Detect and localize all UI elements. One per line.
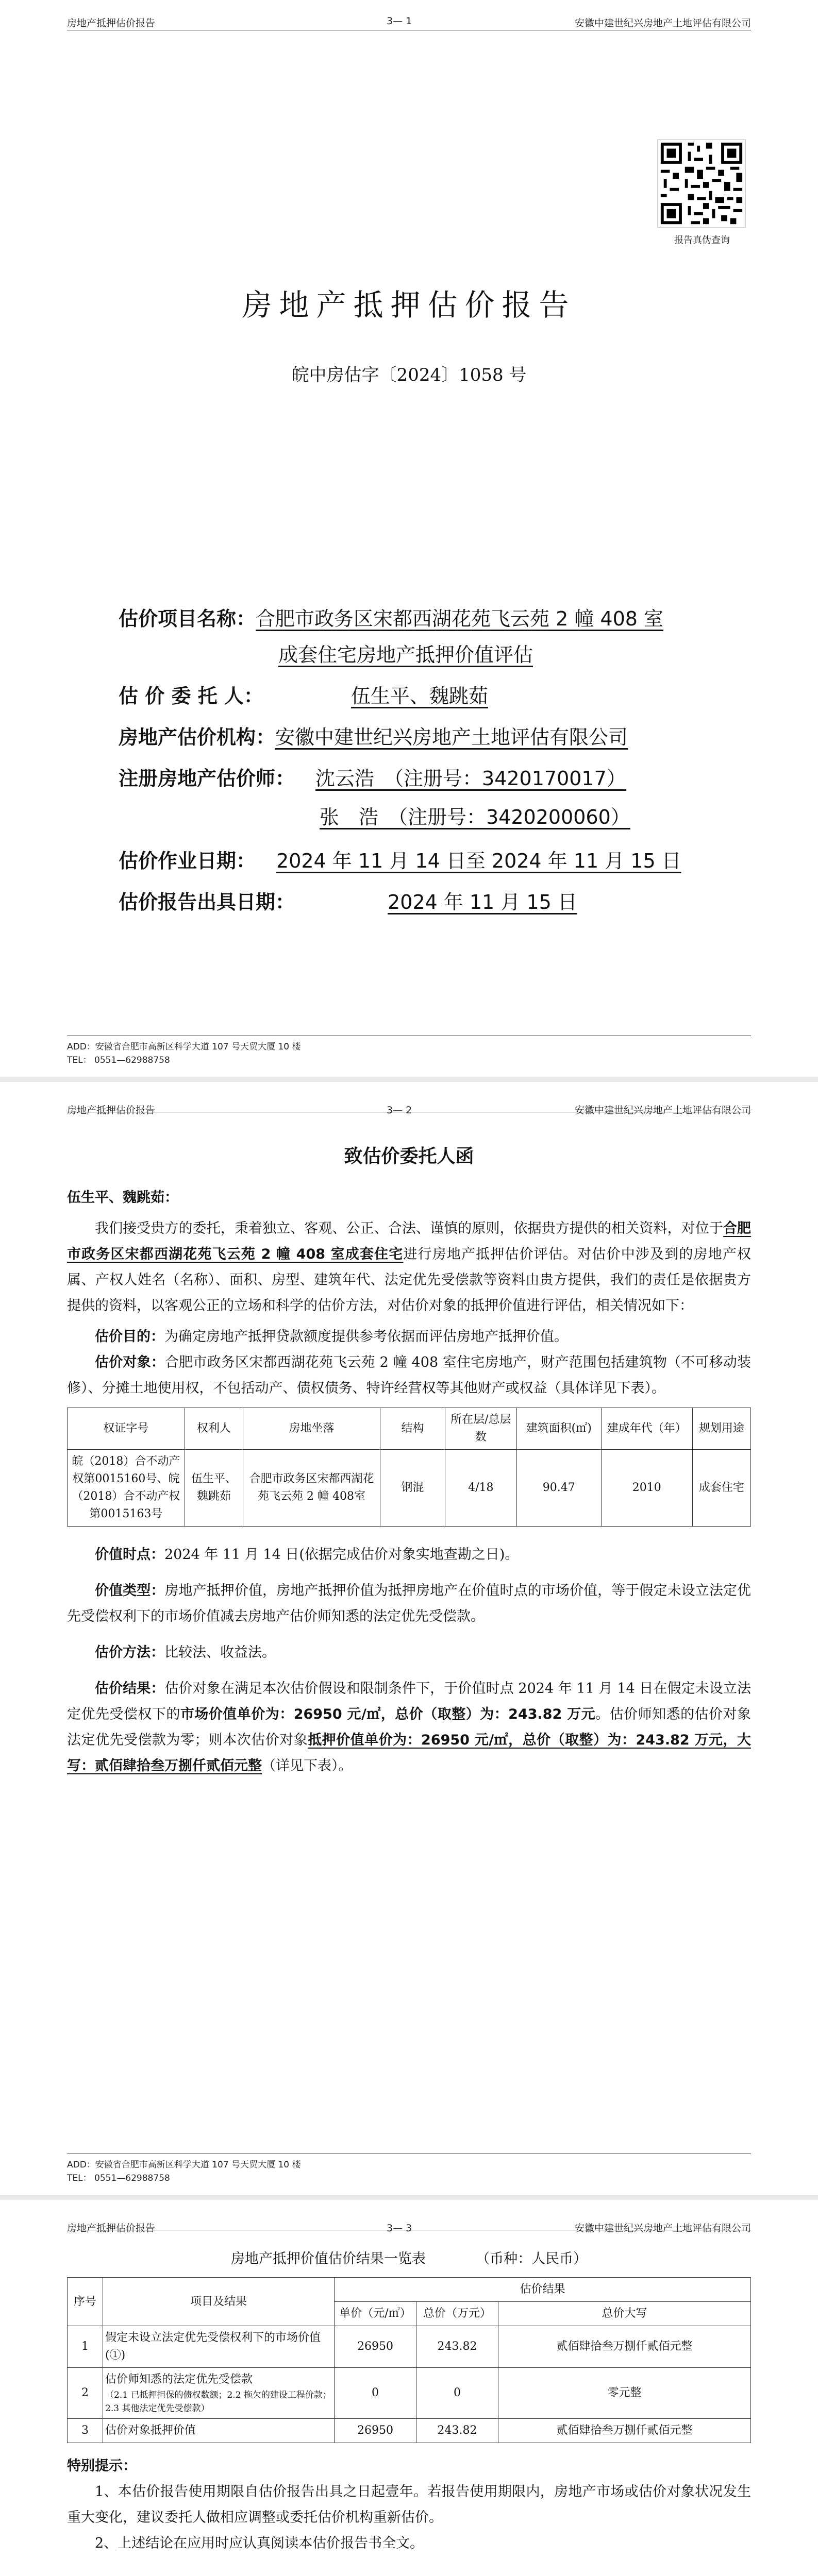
page-letter xyxy=(0,1082,818,2195)
project-label: 估价项目名称： xyxy=(119,607,256,630)
result-table-caption-row xyxy=(67,2246,751,2272)
footer-address: ADD：安徽省合肥市高新区科学大道 107 号天贸大厦 10 楼 xyxy=(67,2160,301,2170)
info-issue xyxy=(119,886,577,914)
table-row: 1 假定未设立法定优先受偿权利下的市场价值(①) 26950 243.82 贰佰肆拾叁万捌仟贰佰元整 xyxy=(68,2326,751,2368)
col-total: 总价（万元） xyxy=(416,2302,498,2326)
table-cell: 90.47 xyxy=(516,1450,601,1527)
result-paragraph: 估价结果：估价对象在满足本次估价假设和限制条件下，于价值时点 2024 年 11 月 14 日在假定未设立法定优先受偿权下的市场价值单价为：26950 元/㎡，总价（取整）为：243.82 万元。估价师知悉的估价对象法定优先受偿款为零；则本次估价对象抵押价值单价为：26950 元/㎡，总价（取整）为：243.82 万元，大写：贰佰肆拾叁万捌仟贰佰元整（详见下表）。 xyxy=(67,1681,751,1774)
col-item: 项目及结果 xyxy=(103,2278,335,2326)
note-2: 2、上述结论在应用时应认真阅读本估价报告书全文。 xyxy=(95,2535,424,2551)
table-cell: 钢混 xyxy=(380,1450,445,1527)
issue-value: 2024 年 11 月 15 日 xyxy=(388,891,577,913)
info-agency xyxy=(119,721,628,750)
result-table xyxy=(67,2277,751,2443)
table-row: 3 估价对象抵押价值 26950 243.82 贰佰肆拾叁万捌仟贰佰元整 xyxy=(68,2419,751,2443)
appraiser-label: 注册房地产估价师： xyxy=(119,767,295,790)
table-header: 建成年代（年） xyxy=(601,1408,692,1450)
object-paragraph: 估价对象：合肥市政务区宋都西湖花苑飞云苑 2 幢 408 室住宅房地产，财产范围包括建筑物（不可移动装修）、分摊土地使用权，不包括动产、债权债务、特许经营权等其他财产或权益（具体详见下表）。 xyxy=(67,1354,752,1396)
agency-value: 安徽中建世纪兴房地产土地评估有限公司 xyxy=(275,726,628,749)
table-cell: 2010 xyxy=(601,1450,692,1527)
project-value-2: 成套住宅房地产抵押价值评估 xyxy=(278,643,533,666)
table-header-row xyxy=(68,1408,751,1450)
info-period xyxy=(119,845,681,873)
info-project xyxy=(119,603,663,631)
table-row xyxy=(68,1450,751,1527)
table-cell: 合肥市政务区宋都西湖花苑飞云苑 2 幢 408室 xyxy=(243,1450,380,1527)
header-right: 安徽中建世纪兴房地产土地评估有限公司 xyxy=(574,1105,751,1116)
table-row: 2 估价师知悉的法定优先受偿款 （2.1 已抵押担保的债权数额；2.2 拖欠的建设工程价款；2.3 其他法定优先受偿款） 0 0 零元整 xyxy=(68,2368,751,2419)
footer-address: ADD：安徽省合肥市高新区科学大道 107 号天贸大厦 10 楼 xyxy=(67,1042,301,1052)
page-cover xyxy=(0,0,818,1077)
table-header: 规划用途 xyxy=(692,1408,750,1450)
table-header: 所在层/总层数 xyxy=(445,1408,516,1450)
info-appraiser-2 xyxy=(320,801,630,829)
issue-label: 估价报告出具日期： xyxy=(119,891,295,913)
appraiser-1: 沈云浩 （注册号：3420170017） xyxy=(315,767,626,790)
info-client xyxy=(119,680,488,708)
table-header: 结构 xyxy=(380,1408,445,1450)
header-left: 房地产抵押估价报告 xyxy=(67,18,156,29)
col-upper: 总价大写 xyxy=(498,2302,751,2326)
property-table xyxy=(67,1408,751,1527)
table-header: 权证字号 xyxy=(68,1408,185,1450)
header-left: 房地产抵押估价报告 xyxy=(67,2223,156,2234)
appraiser-2: 张 浩 （注册号：3420200060） xyxy=(320,806,630,828)
page-number: 3— 3 xyxy=(387,2223,412,2234)
table-cell: 皖（2018）合不动产权第0015160号、皖（2018）合不动产权第0015163号 xyxy=(68,1450,185,1527)
page-header xyxy=(67,15,751,30)
header-left: 房地产抵押估价报告 xyxy=(67,1105,156,1116)
note-1: 1、本估价报告使用期限自估价报告出具之日起壹年。若报告使用期限内，房地产市场或估价对象状况发生重大变化，建议委托人做相应调整或委托估价机构重新估价。 xyxy=(67,2484,751,2526)
letter-salutation: 伍生平、魏跳茹： xyxy=(67,1190,178,1206)
page-footer xyxy=(67,2154,751,2185)
value-type-paragraph: 价值类型：房地产抵押价值，房地产抵押价值为抵押房地产在价值时点的市场价值，等于假定未设立法定优先受偿权利下的市场价值减去房地产估价师知悉的法定优先受偿款。 xyxy=(67,1583,752,1624)
purpose-paragraph: 估价目的：为确定房地产抵押贷款额度提供参考依据而评估房地产抵押价值。 xyxy=(95,1329,568,1345)
client-value: 伍生平、魏跳茹 xyxy=(350,685,488,707)
client-label: 估 价 委 托 人： xyxy=(119,685,263,707)
page-results xyxy=(0,2200,818,2576)
table-cell: 成套住宅 xyxy=(692,1450,750,1527)
col-result: 估价结果 xyxy=(335,2278,751,2302)
col-unit: 单价（元/㎡） xyxy=(335,2302,416,2326)
letter-heading: 致估价委托人函 xyxy=(344,1146,474,1167)
report-number: 皖中房估字〔2024〕1058 号 xyxy=(291,365,527,385)
info-appraiser xyxy=(119,762,626,791)
table-cell: 4/18 xyxy=(445,1450,516,1527)
market-value: 市场价值单价为：26950 元/㎡，总价（取整）为：243.82 万元 xyxy=(180,1706,596,1722)
page-header xyxy=(67,2215,751,2234)
page-number: 3— 2 xyxy=(387,1105,412,1116)
project-value: 合肥市政务区宋都西湖花苑飞云苑 2 幢 408 室 xyxy=(256,607,664,630)
page-header xyxy=(67,1097,751,1116)
qr-caption: 报告真伪查询 xyxy=(674,235,730,246)
period-value: 2024 年 11 月 14 日至 2024 年 11 月 15 日 xyxy=(276,850,681,872)
method-paragraph: 估价方法：比较法、收益法。 xyxy=(95,1645,276,1660)
letter-paragraph-1: 我们接受贵方的委托，秉着独立、客观、公正、合法、谨慎的原则，依据贵方提供的相关资料，对位于合肥市政务区宋都西湖花苑飞云苑 2 幢 408 室成套住宅进行房地产抵押估价评估。对估价中涉及到的房地产权属、产权人姓名（名称）、面积、房型、建筑年代、法定优先受偿款等资料由贵方提供，我们的责任是依据贵方提供的资料，以客观公正的立场和科学的估价方法，对估价对象的抵押价值进行评估，相关情况如下： xyxy=(67,1221,752,1314)
footer-tel: TEL： 0551—62988758 xyxy=(67,2173,170,2183)
page-footer xyxy=(67,1036,751,1067)
agency-label: 房地产估价机构： xyxy=(119,726,276,749)
report-title: 房地产抵押估价报告 xyxy=(242,287,576,323)
table-header: 房地坐落 xyxy=(243,1408,380,1450)
table-header: 建筑面积(㎡) xyxy=(516,1408,601,1450)
qr-code-icon[interactable] xyxy=(657,139,746,228)
header-right: 安徽中建世纪兴房地产土地评估有限公司 xyxy=(574,2223,751,2234)
table-header: 权利人 xyxy=(185,1408,243,1450)
currency-label: （币种：人民币） xyxy=(476,2251,588,2267)
header-right: 安徽中建世纪兴房地产土地评估有限公司 xyxy=(574,18,751,29)
result-table-caption: 房地产抵押价值估价结果一览表 xyxy=(230,2251,426,2267)
col-no: 序号 xyxy=(68,2278,103,2326)
notes-heading: 特别提示： xyxy=(67,2458,137,2474)
table-cell: 伍生平、魏跳茹 xyxy=(185,1450,243,1527)
object-address: 合肥市政务区宋都西湖花苑飞云苑 2 幢 408 室成套住宅 xyxy=(67,1221,752,1262)
page-number: 3— 1 xyxy=(387,15,412,27)
info-project-cont xyxy=(278,639,533,667)
footer-tel: TEL： 0551—62988758 xyxy=(67,1055,170,1065)
period-label: 估价作业日期： xyxy=(119,850,256,872)
value-date-paragraph: 价值时点：2024 年 11 月 14 日(依据完成估价对象实地查勘之日)。 xyxy=(95,1547,519,1563)
mortgage-value: 抵押价值单价为：26950 元/㎡，总价（取整）为：243.82 万元，大写：贰佰肆拾叁万捌仟贰佰元整 xyxy=(67,1732,751,1774)
